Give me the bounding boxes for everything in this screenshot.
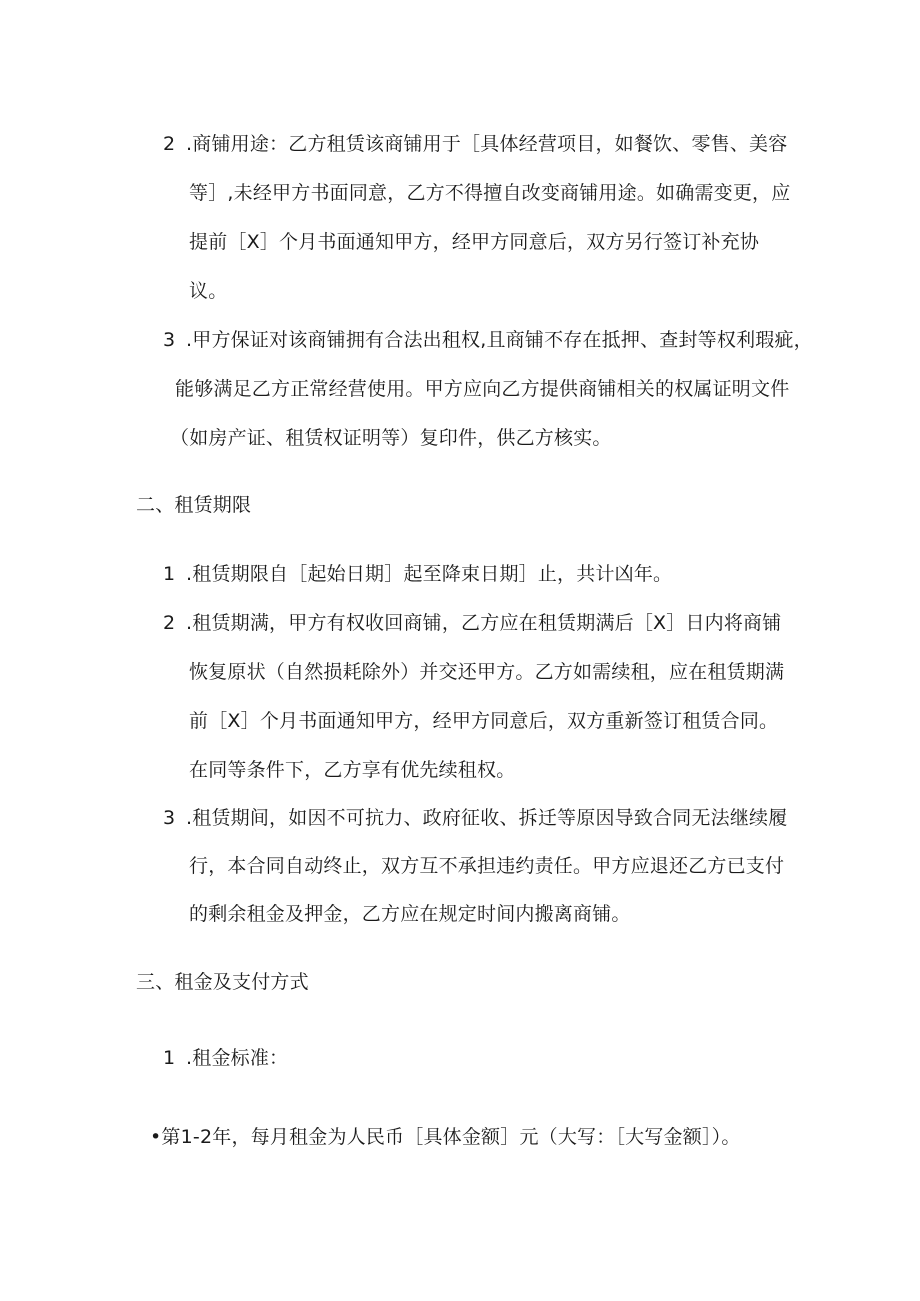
- section-heading: 二、租赁期限: [136, 494, 252, 516]
- paragraph-line: .租金标准：: [186, 1047, 289, 1069]
- paragraph-line: .商铺用途：乙方租赁该商铺用于［具体经营项目，如餐饮、零售、美容: [186, 133, 788, 155]
- paragraph-line: 在同等条件下，乙方享有优先续租权。: [189, 759, 516, 781]
- item-number: 2: [163, 612, 176, 634]
- paragraph-line: .甲方保证对该商铺拥有合法出租权,且商铺不存在抵押、查封等权利瑕疵，: [186, 329, 813, 351]
- paragraph-line: .租赁期限自［起始日期］起至降束日期］止，共计凶年。: [186, 563, 673, 585]
- paragraph-line: 等］,未经甲方书面同意，乙方不得擅自改变商铺用途。如确需变更，应: [189, 182, 791, 204]
- paragraph-line: 行，本合同自动终止，双方互不承担违约责任。甲方应退还乙方已支付: [189, 855, 785, 877]
- item-number: 3: [163, 807, 176, 829]
- bullet-mark: •: [150, 1126, 162, 1148]
- paragraph-line: 的剩余租金及押金，乙方应在规定时间内搬离商铺。: [189, 903, 631, 925]
- paragraph-line: 能够满足乙方正常经营使用。甲方应向乙方提供商铺相关的权属证明文件: [175, 378, 790, 400]
- section-heading: 三、租金及支付方式: [136, 971, 309, 993]
- item-number: 3: [163, 329, 176, 351]
- paragraph-line: 议。: [189, 280, 228, 302]
- paragraph-line: （如房产证、租赁权证明等）复印件，供乙方核实。: [170, 427, 612, 449]
- bullet-text: 第1-2年，每月租金为人民币［具体金额］元（大写：［大写金额］）。: [161, 1126, 741, 1148]
- paragraph-line: .租赁期间，如因不可抗力、政府征收、拆迁等原因导致合同无法继续履: [186, 807, 788, 829]
- paragraph-line: 提前［X］个月书面通知甲方，经甲方同意后，双方另行签订补充协: [189, 231, 760, 253]
- paragraph-line: 恢复原状（自然损耗除外）并交还甲方。乙方如需续租，应在租赁期满: [189, 661, 785, 683]
- item-number: 1: [163, 1047, 176, 1069]
- item-number: 2: [163, 133, 176, 155]
- item-number: 1: [163, 563, 176, 585]
- bullet-item: [150, 1124, 741, 1150]
- paragraph-line: 前［X］个月书面通知甲方，经甲方同意后，双方重新签订租赁合同。: [189, 710, 779, 732]
- paragraph-line: .租赁期满，甲方有权收回商铺，乙方应在租赁期满后［X］日内将商铺: [186, 612, 782, 634]
